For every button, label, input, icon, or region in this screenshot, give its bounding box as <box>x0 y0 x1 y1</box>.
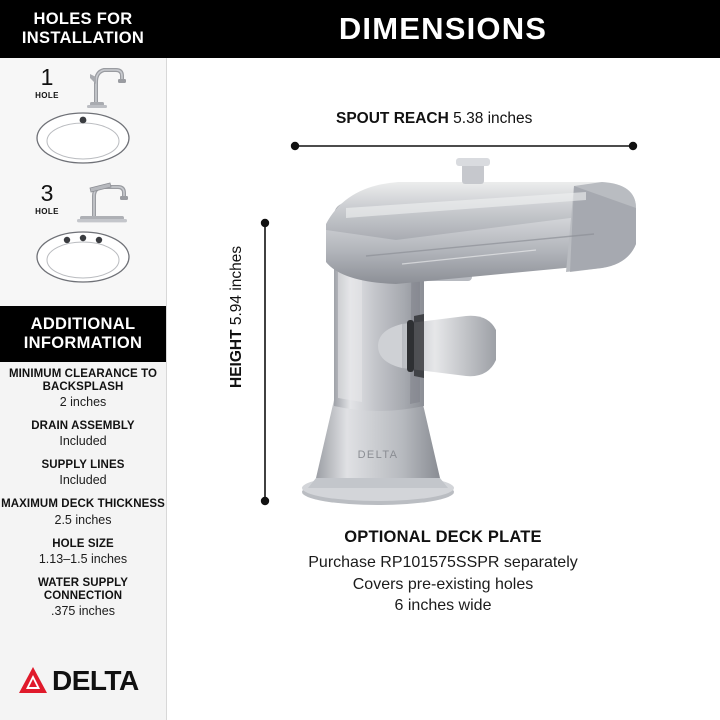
info-label: DRAIN ASSEMBLY <box>31 420 135 433</box>
info-label: MAXIMUM DECK THICKNESS <box>1 498 165 511</box>
info-label: HOLE SIZE <box>52 537 114 550</box>
sink-oval-3-hole-icon <box>34 228 132 284</box>
delta-triangle-icon <box>18 666 48 696</box>
additional-information-title: ADDITIONAL INFORMATION <box>23 314 143 352</box>
holes-for-installation-header <box>0 0 166 58</box>
additional-information-list <box>0 368 166 629</box>
deck-plate-line: 6 inches wide <box>394 597 492 615</box>
info-value: Included <box>59 434 107 449</box>
height-title: HEIGHT <box>228 329 245 388</box>
hole-option-1-count-group <box>34 66 60 100</box>
info-item <box>0 459 166 488</box>
info-label: SUPPLY LINES <box>41 459 125 472</box>
info-value: 2 inches <box>59 395 107 410</box>
info-value: .375 inches <box>51 603 115 618</box>
hole-option-1-count: 1 <box>40 64 54 90</box>
info-item <box>0 368 166 410</box>
info-value: 1.13–1.5 inches <box>38 551 128 566</box>
sidebar <box>0 0 167 720</box>
height-arrow <box>261 219 269 505</box>
hole-option-3-label: HOLE <box>35 207 59 216</box>
sink-oval-1-hole-icon <box>34 110 132 166</box>
faucet-spout <box>326 182 636 284</box>
hole-option-3-count-group <box>34 182 60 216</box>
optional-deck-plate-block <box>166 528 720 617</box>
info-item <box>0 420 166 449</box>
three-hole-faucet-icon <box>66 178 136 224</box>
deck-plate-line: Covers pre-existing holes <box>352 575 534 593</box>
spout-reach-arrow <box>291 142 637 150</box>
deck-plate-line: Purchase RP101575SSPR separately <box>308 554 578 571</box>
faucet-delta-wordmark: DELTA <box>357 449 399 461</box>
faucet-top-post <box>456 158 490 184</box>
hole-option-3-count: 3 <box>40 180 54 206</box>
additional-information-header <box>0 306 166 362</box>
height-value: 5.94 inches <box>228 245 245 326</box>
spout-reach-value: 5.38 inches <box>453 110 533 127</box>
page-title: DIMENSIONS <box>338 11 548 46</box>
info-label: MINIMUM CLEARANCE TO BACKSPLASH <box>8 368 158 394</box>
info-item <box>0 577 166 619</box>
hole-option-1-label: HOLE <box>35 91 59 100</box>
single-hole-faucet-icon <box>66 62 136 108</box>
deck-plate-title: OPTIONAL DECK PLATE <box>344 528 542 546</box>
holes-for-installation-title: HOLES FOR INSTALLATION <box>21 9 145 47</box>
info-value: 2.5 inches <box>54 512 112 527</box>
info-value: Included <box>59 473 107 488</box>
main-diagram <box>166 58 720 720</box>
spout-reach-title: SPOUT REACH <box>336 110 449 127</box>
delta-logo <box>18 664 150 698</box>
dimensions-banner <box>166 0 720 58</box>
info-item <box>0 538 166 567</box>
info-label: WATER SUPPLY CONNECTION <box>37 576 129 602</box>
info-item <box>0 498 166 527</box>
faucet-illustration <box>166 58 720 528</box>
delta-wordmark: DELTA <box>52 665 139 696</box>
holes-illustrations <box>0 58 166 300</box>
